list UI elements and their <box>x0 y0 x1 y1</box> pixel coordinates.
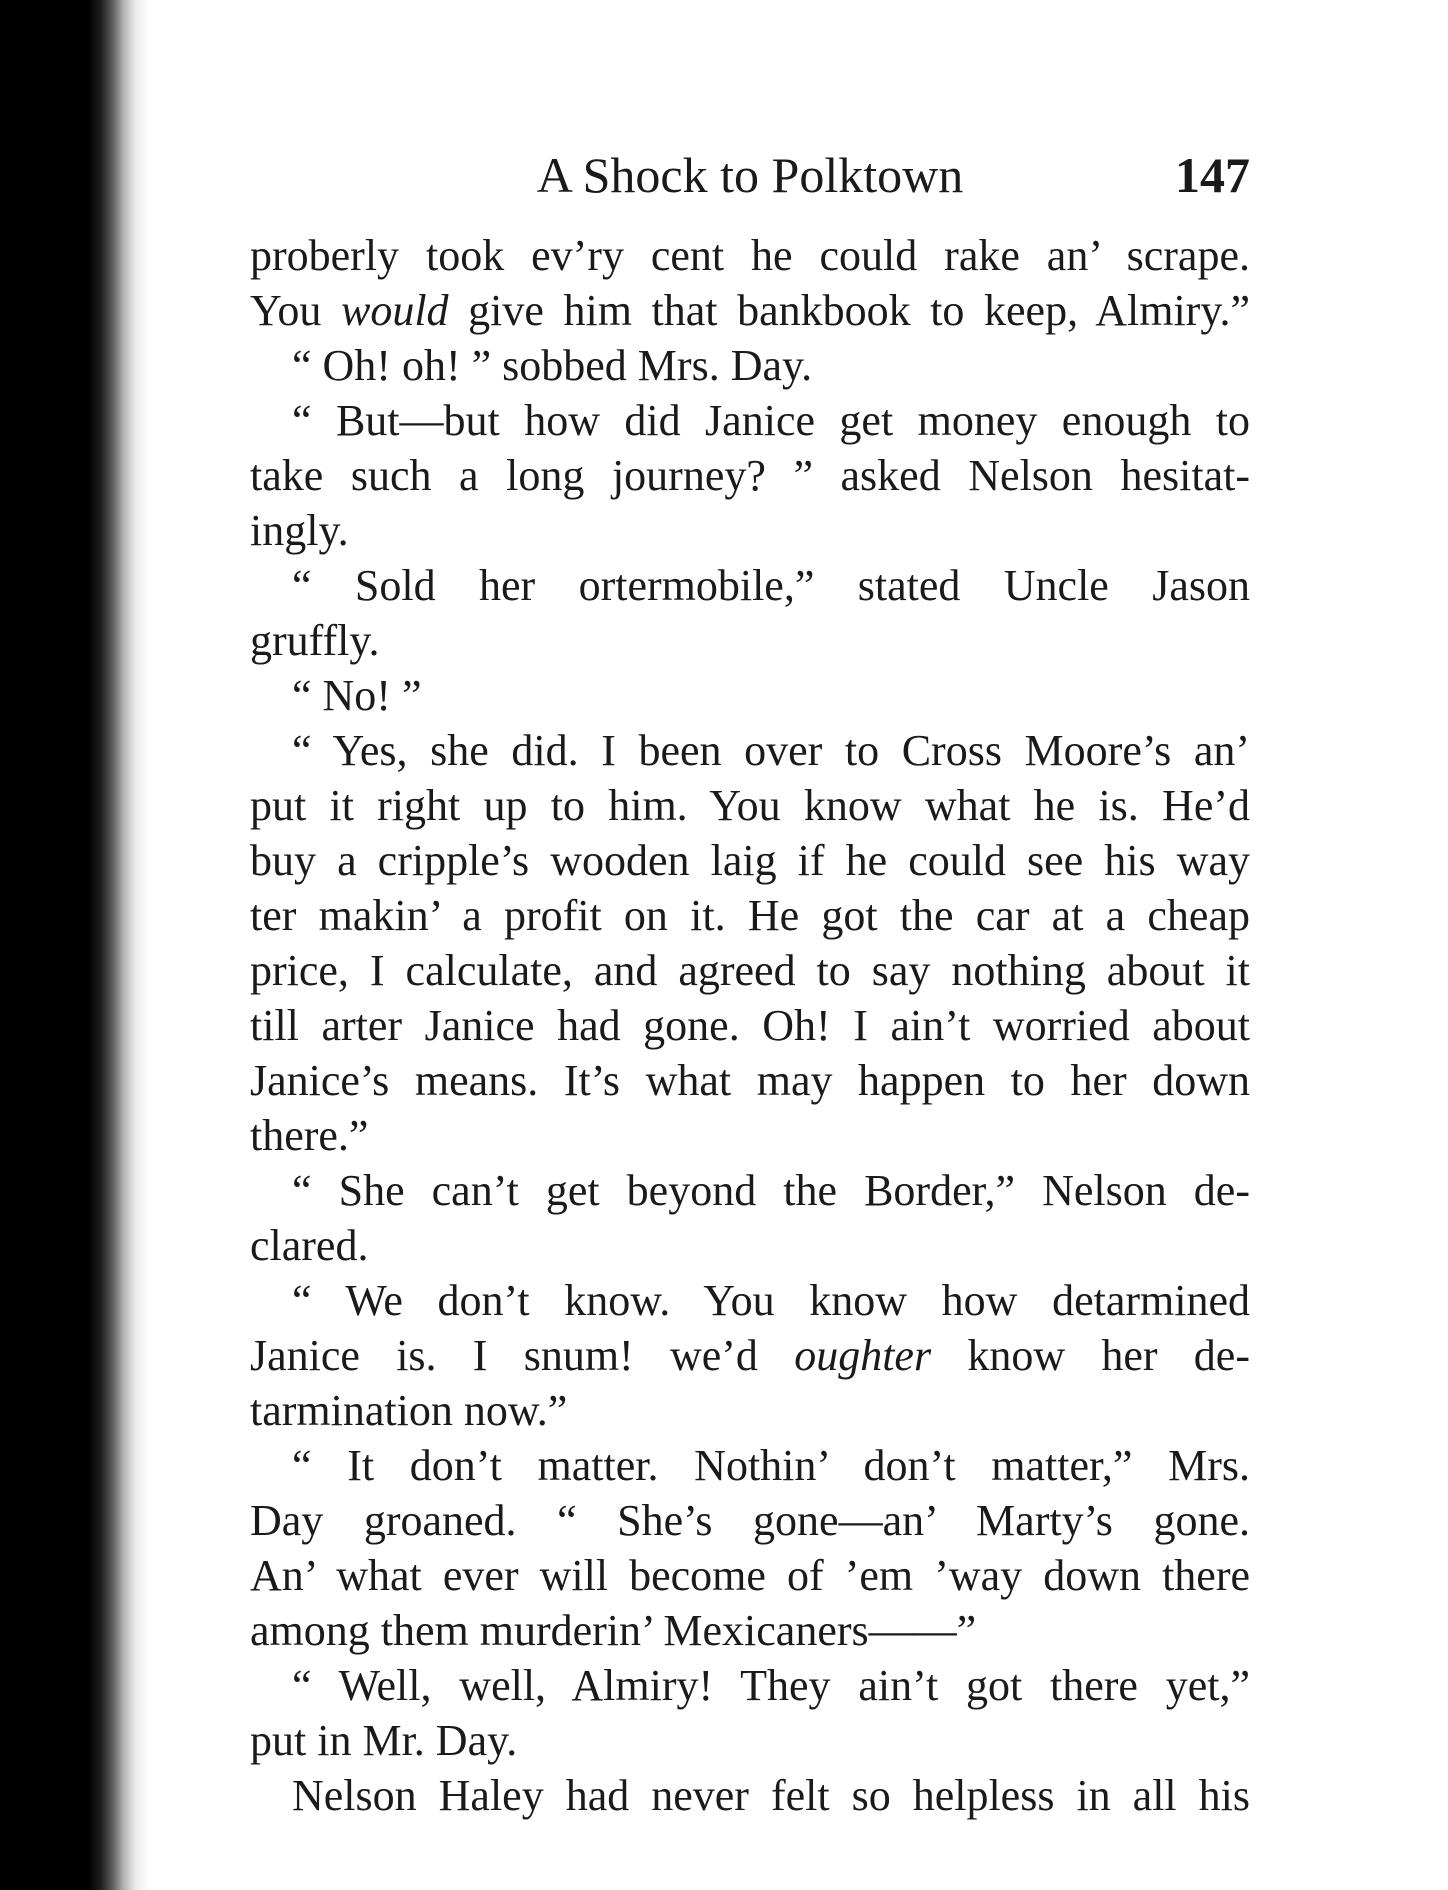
text-line: Nelson Haley had never felt so helpless in all his <box>292 1771 1250 1820</box>
text-line: there.” <box>250 1111 369 1160</box>
text-line: proberly took ev’ry cent he could rake an’ scrape. <box>250 231 1250 280</box>
text-run: You <box>250 286 341 335</box>
text-line: gruffly. <box>250 616 380 665</box>
text-line <box>250 1328 1250 1383</box>
text-line: among them murderin’ Mexicaners——” <box>250 1606 977 1655</box>
text-line: take such a long journey? ” asked Nelson hesitat- <box>250 451 1250 500</box>
body-text <box>250 228 1250 1823</box>
text-run: Janice is. I snum! we’d <box>250 1331 795 1380</box>
emphasized-word: would <box>340 286 449 335</box>
text-line: Janice’s means. It’s what may happen to her down <box>250 1056 1250 1105</box>
text-run: give him that bankbook to keep, Almiry.” <box>448 286 1251 335</box>
page-number: 147 <box>1175 147 1250 203</box>
text-line: tarmination now.” <box>250 1386 568 1435</box>
text-line: An’ what ever will become of ’em ’way down there <box>250 1551 1250 1600</box>
text-line: “ Oh! oh! ” sobbed Mrs. Day. <box>292 341 813 390</box>
text-line: “ No! ” <box>292 671 422 720</box>
page-gutter-shadow <box>0 0 150 1890</box>
text-line: ter makin’ a profit on it. He got the car at a cheap <box>250 891 1250 940</box>
text-line: “ We don’t know. You know how detarmined <box>292 1276 1250 1325</box>
text-line: Day groaned. “ She’s gone—an’ Marty’s gone. <box>250 1496 1250 1545</box>
text-line: put it right up to him. You know what he is. He’d <box>250 781 1250 830</box>
text-line: put in Mr. Day. <box>250 1716 518 1765</box>
running-title: A Shock to Polktown <box>536 147 964 203</box>
text-line: “ Well, well, Almiry! They ain’t got there yet,” <box>292 1661 1250 1710</box>
page-header <box>250 140 1250 210</box>
text-line: “ Sold her ortermobile,” stated Uncle Jason <box>292 561 1250 610</box>
text-run: know her de- <box>931 1331 1250 1380</box>
text-line: ingly. <box>250 506 349 555</box>
text-line: “ She can’t get beyond the Border,” Nelson de- <box>292 1166 1250 1215</box>
emphasized-word: oughter <box>794 1331 932 1380</box>
text-line: “ But—but how did Janice get money enough to <box>292 396 1250 445</box>
text-line: buy a cripple’s wooden laig if he could see his way <box>250 836 1250 885</box>
text-line: clared. <box>250 1221 369 1270</box>
text-line <box>250 283 1250 338</box>
text-line: “ Yes, she did. I been over to Cross Moore’s an’ <box>292 726 1250 775</box>
text-line: “ It don’t matter. Nothin’ don’t matter,” Mrs. <box>292 1441 1250 1490</box>
text-line: price, I calculate, and agreed to say nothing about it <box>250 946 1250 995</box>
text-line: till arter Janice had gone. Oh! I ain’t worried about <box>250 1001 1250 1050</box>
